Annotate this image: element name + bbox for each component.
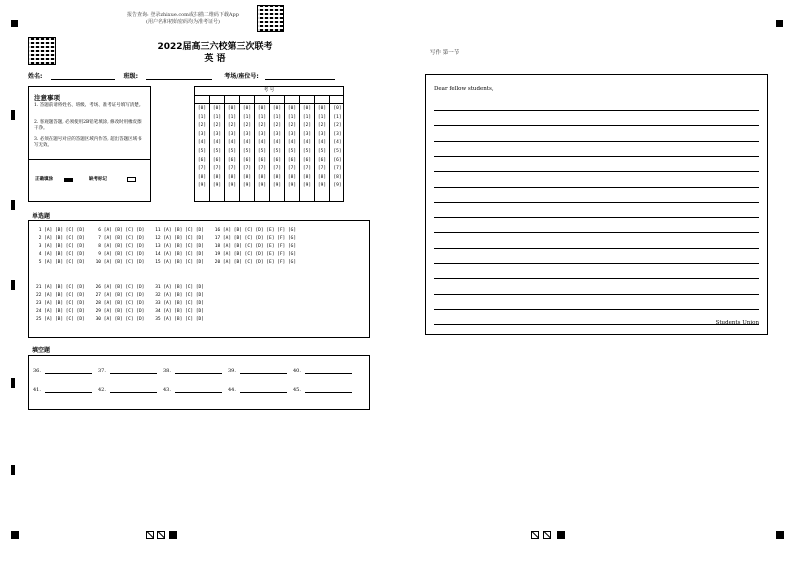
- answer-row[interactable]: 2 [A] [B] [C] [D] 7 [A] [B] [C] [D] 12 [A] [B] [C] [D] 17 [A] [B] [C] [D] [E] [F] [G]: [36, 236, 297, 241]
- corner-mark-bottom-right: [776, 531, 784, 539]
- exam-number-digit-bubble[interactable]: [9]: [197, 183, 207, 189]
- exam-number-digit-bubble[interactable]: [9]: [257, 183, 267, 189]
- exam-number-digit-bubble[interactable]: [0]: [227, 106, 237, 111]
- name-label: 姓名:: [28, 73, 43, 80]
- writing-line[interactable]: [434, 141, 759, 142]
- exam-number-digit-bubble[interactable]: [4]: [287, 140, 297, 146]
- exam-number-digit-bubble[interactable]: [7]: [333, 166, 342, 172]
- exam-number-digit-bubble[interactable]: [1]: [287, 114, 297, 120]
- exam-number-column: [315, 95, 330, 201]
- instruction-item: 2. 客观题答题, 必须使用2B铅笔填涂, 修改时用橡皮擦干净。: [34, 120, 142, 131]
- exam-number-digit-bubble[interactable]: [4]: [197, 140, 207, 146]
- exam-number-column: [210, 95, 225, 201]
- exam-number-digit-bubble[interactable]: [9]: [272, 183, 282, 189]
- exam-number-digit-bubble[interactable]: [8]: [227, 174, 237, 180]
- fill-blank-number: 45.: [293, 387, 301, 393]
- exam-number-digit-bubble[interactable]: [4]: [257, 140, 267, 146]
- corner-mark-top-right: [776, 20, 783, 27]
- exam-number-digit-bubble[interactable]: [3]: [333, 131, 342, 137]
- exam-number-digit-bubble[interactable]: [5]: [227, 148, 237, 154]
- exam-number-digit-bubble[interactable]: [8]: [287, 174, 297, 180]
- exam-number-digit-bubble[interactable]: [2]: [257, 123, 267, 129]
- timing-mark: [11, 280, 15, 290]
- exam-number-digit-bubble[interactable]: [7]: [272, 166, 282, 172]
- fill-blank-number: 40.: [293, 368, 301, 374]
- exam-number-digit-bubble[interactable]: [4]: [333, 140, 342, 146]
- exam-number-digit-bubble[interactable]: [1]: [317, 114, 327, 120]
- fill-blank-number: 36.: [33, 368, 41, 374]
- exam-number-digit-bubble[interactable]: [5]: [272, 148, 282, 154]
- exam-number-digit-bubble[interactable]: [1]: [333, 114, 342, 120]
- exam-number-digit-bubble[interactable]: [0]: [317, 106, 327, 111]
- answer-row[interactable]: 22 [A] [B] [C] [D] 27 [A] [B] [C] [D] 32 [A] [B] [C] [D]: [36, 293, 204, 298]
- fill-blank-title: 填空题: [32, 347, 51, 354]
- exam-number-digit-bubble[interactable]: [9]: [212, 183, 222, 189]
- exam-number-digit-bubble[interactable]: [6]: [287, 157, 297, 163]
- writing-line[interactable]: [434, 278, 759, 279]
- writing-line[interactable]: [434, 125, 759, 126]
- subject-title: 英 语: [204, 54, 226, 64]
- writing-line[interactable]: [434, 263, 759, 264]
- fill-blank-answer-line[interactable]: [110, 373, 157, 374]
- exam-number-digit-bubble[interactable]: [3]: [302, 131, 312, 137]
- fill-blank-number: 41.: [33, 387, 41, 393]
- exam-number-digit-bubble[interactable]: [1]: [212, 114, 222, 120]
- timing-mark: [11, 110, 15, 120]
- page-marker-icon: [543, 531, 551, 539]
- exam-number-digit-bubble[interactable]: [8]: [302, 174, 312, 180]
- exam-number-digit-bubble[interactable]: [0]: [242, 106, 252, 111]
- exam-number-digit-bubble[interactable]: [8]: [257, 174, 267, 180]
- exam-number-digit-bubble[interactable]: [6]: [317, 157, 327, 163]
- single-choice-box: [28, 220, 370, 338]
- exam-number-digit-bubble[interactable]: [3]: [317, 131, 327, 137]
- exam-number-digit-bubble[interactable]: [4]: [302, 140, 312, 146]
- page-marker-icon: [531, 531, 539, 539]
- exam-number-digit-bubble[interactable]: [6]: [257, 157, 267, 163]
- candidate-info: [28, 71, 358, 80]
- exam-number-digit-bubble[interactable]: [3]: [287, 131, 297, 137]
- exam-number-digit-bubble[interactable]: [7]: [317, 166, 327, 172]
- class-field[interactable]: [146, 79, 212, 80]
- absent-label: 缺考标记: [89, 177, 107, 182]
- exam-number-digit-bubble[interactable]: [2]: [333, 123, 342, 129]
- exam-number-digit-bubble[interactable]: [4]: [272, 140, 282, 146]
- fill-blank-item: [98, 387, 157, 393]
- fill-blank-number: 39.: [228, 368, 236, 374]
- report-notice: [112, 12, 254, 26]
- fill-blank-item: [98, 368, 157, 374]
- answer-sheet-qr-code: [28, 37, 56, 65]
- timing-mark: [11, 378, 15, 388]
- exam-title: 2022届高三六校第三次联考: [157, 42, 273, 52]
- fill-blank-answer-line[interactable]: [305, 373, 352, 374]
- exam-number-digit-bubble[interactable]: [8]: [272, 174, 282, 180]
- seat-field[interactable]: [265, 79, 335, 80]
- page-marker-icon: [157, 531, 165, 539]
- writing-line[interactable]: [434, 324, 759, 325]
- fill-blank-answer-line[interactable]: [240, 373, 287, 374]
- exam-number-digit-bubble[interactable]: [2]: [272, 123, 282, 129]
- exam-number-digit-bubble[interactable]: [6]: [333, 157, 342, 163]
- timing-mark: [11, 200, 15, 210]
- writing-line[interactable]: [434, 171, 759, 172]
- fill-blank-answer-line[interactable]: [175, 373, 222, 374]
- fill-blank-item: [228, 368, 287, 374]
- name-field[interactable]: [51, 79, 115, 80]
- exam-number-digit-bubble[interactable]: [2]: [317, 123, 327, 129]
- exam-number-digit-bubble[interactable]: [7]: [302, 166, 312, 172]
- exam-number-digit-bubble[interactable]: [4]: [317, 140, 327, 146]
- exam-number-digit-bubble[interactable]: [9]: [333, 183, 342, 189]
- page-marker-block: [169, 531, 177, 539]
- exam-number-column: [240, 95, 255, 201]
- page-marker-block: [557, 531, 565, 539]
- writing-line[interactable]: [434, 110, 759, 111]
- exam-number-columns: [195, 95, 343, 201]
- exam-number-digit-bubble[interactable]: [8]: [212, 174, 222, 180]
- exam-number-digit-bubble[interactable]: [6]: [212, 157, 222, 163]
- notice-line-1: 报告查询: 登录zhixue.com或扫描二维码下载App: [127, 12, 239, 18]
- exam-number-digit-bubble[interactable]: [5]: [242, 148, 252, 154]
- exam-number-digit-bubble[interactable]: [0]: [212, 106, 222, 111]
- exam-number-digit-bubble[interactable]: [5]: [257, 148, 267, 154]
- exam-number-digit-bubble[interactable]: [7]: [257, 166, 267, 172]
- exam-number-digit-bubble[interactable]: [1]: [272, 114, 282, 120]
- writing-line[interactable]: [434, 217, 759, 218]
- exam-number-column: [300, 95, 315, 201]
- exam-number-column: [195, 95, 210, 201]
- exam-number-digit-bubble[interactable]: [6]: [242, 157, 252, 163]
- exam-number-digit-bubble[interactable]: [2]: [287, 123, 297, 129]
- fill-blank-item: [163, 387, 222, 393]
- answer-row[interactable]: 4 [A] [B] [C] [D] 9 [A] [B] [C] [D] 14 [A] [B] [C] [D] 19 [A] [B] [C] [D] [E] [F] [G]: [36, 252, 297, 257]
- exam-number-digit-bubble[interactable]: [4]: [242, 140, 252, 146]
- exam-number-digit-bubble[interactable]: [2]: [302, 123, 312, 129]
- exam-number-column: [270, 95, 285, 201]
- answer-row[interactable]: 25 [A] [B] [C] [D] 30 [A] [B] [C] [D] 35 [A] [B] [C] [D]: [36, 317, 204, 322]
- writing-line[interactable]: [434, 309, 759, 310]
- writing-line[interactable]: [434, 248, 759, 249]
- exam-number-digit-bubble[interactable]: [5]: [302, 148, 312, 154]
- exam-number-digit-bubble[interactable]: [0]: [272, 106, 282, 111]
- notice-line-2: (用户名和初始密码均为准考证号): [146, 19, 220, 25]
- exam-number-digit-bubble[interactable]: [3]: [257, 131, 267, 137]
- exam-number-column: [255, 95, 270, 201]
- answer-row[interactable]: 1 [A] [B] [C] [D] 6 [A] [B] [C] [D] 11 [A] [B] [C] [D] 16 [A] [B] [C] [D] [E] [F] [G]: [36, 228, 297, 233]
- exam-number-digit-bubble[interactable]: [0]: [302, 106, 312, 111]
- fill-blank-item: [293, 387, 352, 393]
- exam-number-digit-bubble[interactable]: [3]: [272, 131, 282, 137]
- single-choice-block-2: [36, 284, 204, 324]
- exam-number-digit-bubble[interactable]: [7]: [242, 166, 252, 172]
- seat-label: 考场/座位号:: [224, 73, 259, 80]
- exam-number-digit-bubble[interactable]: [5]: [317, 148, 327, 154]
- answer-row[interactable]: 23 [A] [B] [C] [D] 28 [A] [B] [C] [D] 33 [A] [B] [C] [D]: [36, 301, 204, 306]
- fill-blank-answer-line[interactable]: [45, 392, 92, 393]
- exam-number-digit-bubble[interactable]: [6]: [302, 157, 312, 163]
- exam-number-digit-bubble[interactable]: [8]: [317, 174, 327, 180]
- exam-number-digit-bubble[interactable]: [2]: [197, 123, 207, 129]
- fill-blank-answer-line[interactable]: [175, 392, 222, 393]
- exam-number-digit-bubble[interactable]: [8]: [333, 174, 342, 180]
- exam-number-digit-bubble[interactable]: [2]: [242, 123, 252, 129]
- exam-number-digit-bubble[interactable]: [0]: [257, 106, 267, 111]
- exam-number-digit-bubble[interactable]: [6]: [272, 157, 282, 163]
- correct-fill-label: 正确填涂: [35, 177, 53, 182]
- exam-number-digit-bubble[interactable]: [1]: [257, 114, 267, 120]
- class-label: 班级:: [123, 73, 138, 80]
- exam-number-digit-bubble[interactable]: [5]: [197, 148, 207, 154]
- single-choice-block-1: [36, 227, 296, 267]
- fill-blank-item: [293, 368, 352, 374]
- answer-row[interactable]: 5 [A] [B] [C] [D] 10 [A] [B] [C] [D] 15 [A] [B] [C] [D] 20 [A] [B] [C] [D] [E] [F] [G]: [36, 260, 297, 265]
- writing-signature: Students Union: [715, 320, 759, 326]
- exam-number-digit-bubble[interactable]: [2]: [227, 123, 237, 129]
- exam-number-digit-bubble[interactable]: [0]: [197, 106, 207, 111]
- instruction-item: 3. 必须在题号对应的答题区域内作答, 超出答题区域书写无效。: [34, 137, 142, 148]
- exam-number-digit-bubble[interactable]: [7]: [227, 166, 237, 172]
- correct-fill-sample: [64, 178, 73, 182]
- exam-number-digit-bubble[interactable]: [2]: [212, 123, 222, 129]
- exam-number-digit-bubble[interactable]: [3]: [212, 131, 222, 137]
- writing-line[interactable]: [434, 202, 759, 203]
- writing-section-label: 写作 第一节: [430, 50, 460, 56]
- page-marker-icon: [146, 531, 154, 539]
- writing-line[interactable]: [434, 187, 759, 188]
- fill-blank-box: [28, 355, 370, 410]
- timing-mark: [11, 465, 15, 475]
- corner-mark-bottom-left: [11, 531, 19, 539]
- writing-box[interactable]: [425, 74, 768, 335]
- instructions-divider: [29, 159, 150, 160]
- exam-number-digit-bubble[interactable]: [4]: [212, 140, 222, 146]
- exam-number-digit-bubble[interactable]: [9]: [227, 183, 237, 189]
- exam-number-digit-bubble[interactable]: [7]: [287, 166, 297, 172]
- writing-line[interactable]: [434, 294, 759, 295]
- exam-number-column: [285, 95, 300, 201]
- absent-checkbox[interactable]: [127, 177, 136, 182]
- exam-number-grid: [194, 86, 344, 202]
- exam-number-digit-bubble[interactable]: [6]: [227, 157, 237, 163]
- fill-blank-item: [228, 387, 287, 393]
- fill-blank-number: 37.: [98, 368, 106, 374]
- exam-number-digit-bubble[interactable]: [0]: [333, 106, 342, 111]
- app-qr-code: [257, 5, 284, 32]
- exam-number-title: 考 号: [263, 88, 275, 93]
- exam-number-digit-bubble[interactable]: [9]: [317, 183, 327, 189]
- fill-blank-number: 38.: [163, 368, 171, 374]
- fill-blank-item: [33, 368, 92, 374]
- exam-number-digit-bubble[interactable]: [7]: [197, 166, 207, 172]
- fill-blank-number: 42.: [98, 387, 106, 393]
- answer-row[interactable]: 24 [A] [B] [C] [D] 29 [A] [B] [C] [D] 34 [A] [B] [C] [D]: [36, 309, 204, 314]
- single-choice-title: 单选题: [32, 213, 51, 220]
- exam-number-digit-bubble[interactable]: [5]: [287, 148, 297, 154]
- corner-mark-top-left: [11, 20, 18, 27]
- instruction-item: 1. 答题前请将姓名、班级、考场、准考证号填写清楚。: [34, 103, 144, 108]
- exam-number-digit-bubble[interactable]: [0]: [287, 106, 297, 111]
- exam-number-digit-bubble[interactable]: [1]: [197, 114, 207, 120]
- writing-line[interactable]: [434, 232, 759, 233]
- exam-number-digit-bubble[interactable]: [8]: [242, 174, 252, 180]
- exam-number-digit-bubble[interactable]: [3]: [197, 131, 207, 137]
- writing-greeting: Dear fellow students,: [434, 86, 494, 92]
- fill-blank-answer-line[interactable]: [45, 373, 92, 374]
- fill-blank-answer-line[interactable]: [240, 392, 287, 393]
- answer-row[interactable]: 21 [A] [B] [C] [D] 26 [A] [B] [C] [D] 31 [A] [B] [C] [D]: [36, 285, 204, 290]
- exam-number-digit-bubble[interactable]: [1]: [242, 114, 252, 120]
- exam-number-digit-bubble[interactable]: [1]: [227, 114, 237, 120]
- exam-number-digit-bubble[interactable]: [9]: [287, 183, 297, 189]
- exam-number-column: [225, 95, 240, 201]
- exam-number-digit-bubble[interactable]: [1]: [302, 114, 312, 120]
- exam-number-digit-bubble[interactable]: [5]: [212, 148, 222, 154]
- fill-blank-item: [33, 387, 92, 393]
- fill-blank-answer-line[interactable]: [110, 392, 157, 393]
- fill-blank-number: 44.: [228, 387, 236, 393]
- exam-number-digit-bubble[interactable]: [7]: [212, 166, 222, 172]
- writing-line[interactable]: [434, 156, 759, 157]
- instructions-title: 注意事项: [34, 94, 60, 102]
- exam-number-digit-bubble[interactable]: [8]: [197, 174, 207, 180]
- fill-blank-answer-line[interactable]: [305, 392, 352, 393]
- answer-row[interactable]: 3 [A] [B] [C] [D] 8 [A] [B] [C] [D] 13 [A] [B] [C] [D] 18 [A] [B] [C] [D] [E] [F] [G]: [36, 244, 297, 249]
- instructions-box: [28, 86, 151, 202]
- fill-blank-number: 43.: [163, 387, 171, 393]
- exam-number-digit-bubble[interactable]: [9]: [242, 183, 252, 189]
- exam-number-digit-bubble[interactable]: [3]: [227, 131, 237, 137]
- exam-number-digit-bubble[interactable]: [6]: [197, 157, 207, 163]
- exam-number-digit-bubble[interactable]: [5]: [333, 148, 342, 154]
- exam-number-column: [330, 95, 345, 201]
- exam-number-digit-bubble[interactable]: [3]: [242, 131, 252, 137]
- fill-blank-item: [163, 368, 222, 374]
- exam-number-digit-bubble[interactable]: [9]: [302, 183, 312, 189]
- exam-number-digit-bubble[interactable]: [4]: [227, 140, 237, 146]
